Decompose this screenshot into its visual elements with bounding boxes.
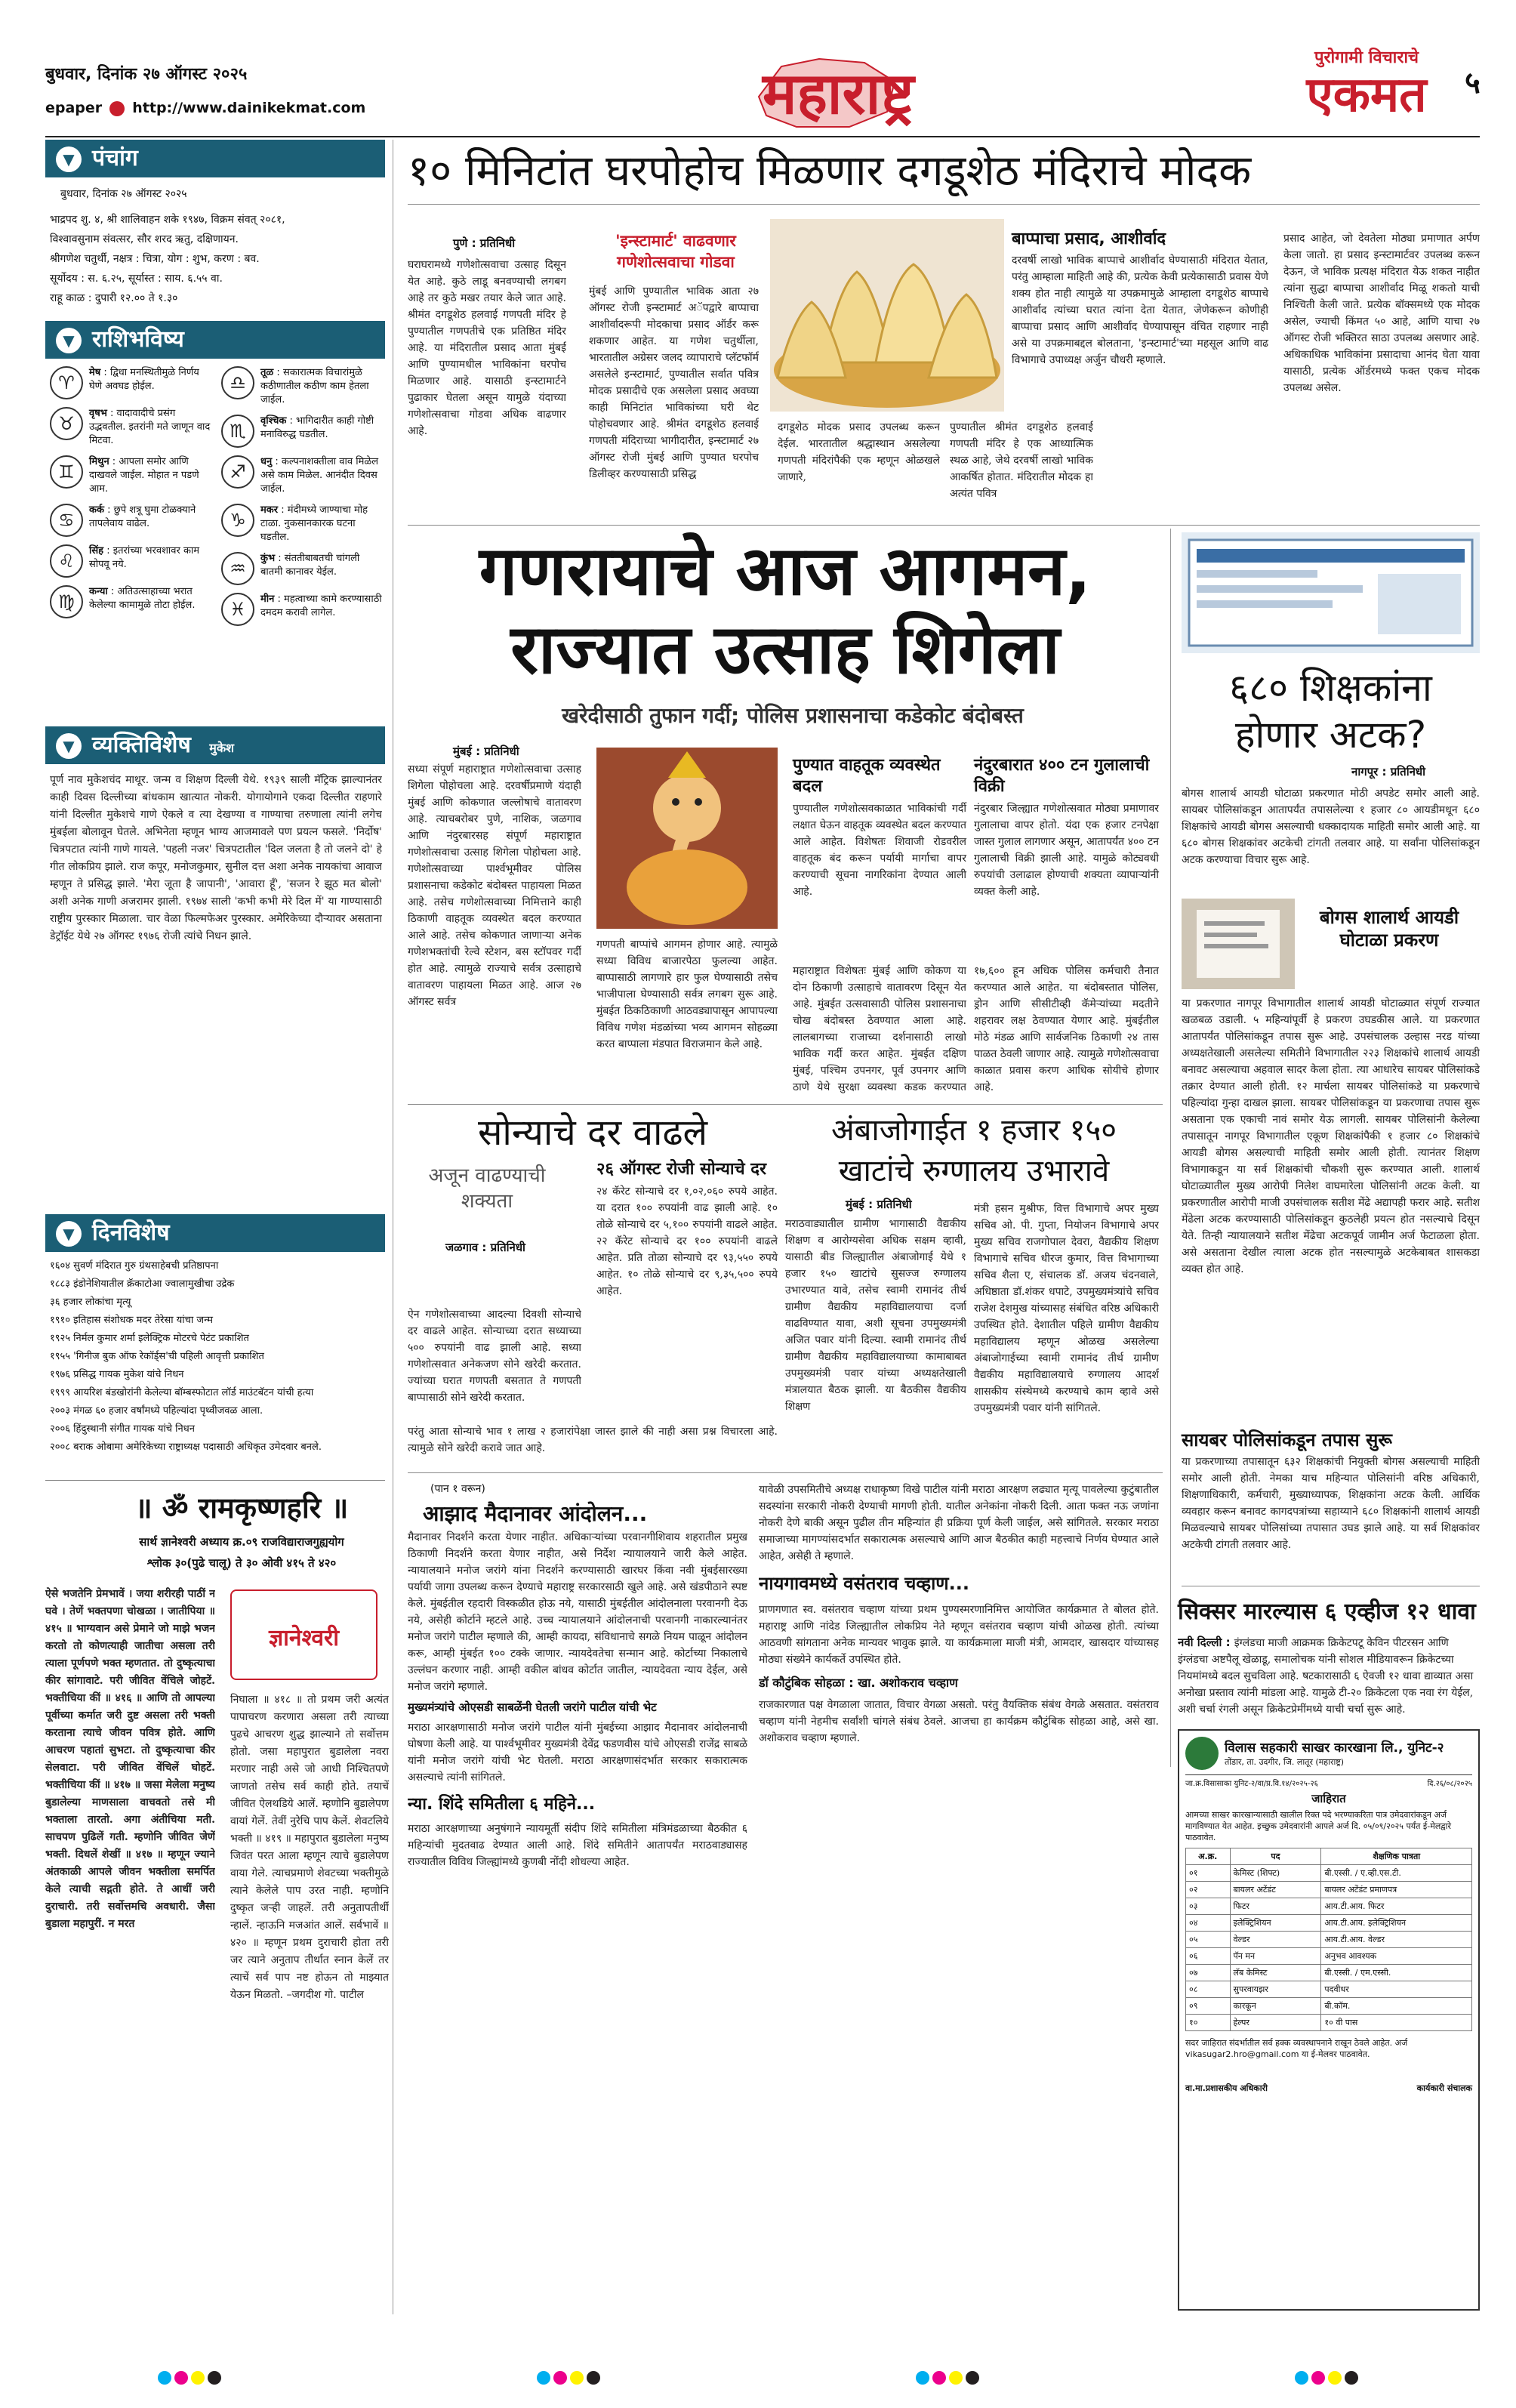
paper-tagline: पुरोगामी विचाराचे [1314, 48, 1419, 67]
rashi-item: ♐ धनु : कल्पनाशक्तीला वाव मिळेल असे काम मिळेल. आनंदीत दिवस जाईल. [221, 455, 382, 496]
table-row: ०५ वेल्डर आय.टी.आय. वेल्डर [1186, 1932, 1472, 1948]
divider [45, 1480, 385, 1481]
table-row: ०६ पॅन मन अनुभव आवश्यक [1186, 1948, 1472, 1965]
divider [408, 204, 1480, 205]
table-header: शैक्षणिक पात्रता [1321, 1848, 1472, 1865]
main-box1 [793, 755, 966, 900]
main-col4: १७,६०० हून अधिक पोलिस कर्मचारी तैनात करण्यात आले आहेत. या बंदोबस्तात पोलिस, ड्रोन आणि सीसीटीव्ही कॅमेऱ्यांच्या मदतीने शहरावर लक्ष ठेवण्यात येणार आहे. मुंबईतील मोठे मंडळ आणि सार्वजनिक ठिकाणी २४ तास पाळत ठेवली जाणार आहे. त्यामुळे गणेशोत्सवाचा काळात प्रवास करण आधिक सोयीचे होणार आहे. [974, 965, 1159, 1093]
ramkrishna-subtitle: सार्थ ज्ञानेश्वरी अध्याय क्र.०९ राजविद्याराजगुह्ययोग [139, 1535, 344, 1549]
rashi-item: ♎ तूळ : सकारात्मक विचारांमुळे कठीणातील कठीण काम हेतला जाईल. [221, 366, 382, 407]
panchang-line: विश्वावसुनाम संवत्सर, सौर शरद ऋतु, दक्षिणायन. [50, 233, 239, 245]
document-photo [1182, 899, 1295, 989]
azad-subhead2: न्या. शिंदे समितीला ६ महिने... [408, 1795, 596, 1814]
azad-headline: आझाद मैदानावर आंदोलन... [423, 1501, 648, 1526]
modak-photo [770, 219, 1004, 412]
color-bar-left [156, 2371, 223, 2394]
top-story-byline: पुणे : प्रतिनिधी [453, 236, 516, 250]
hospital-col1: मराठवाड्यातील ग्रामीण भागासाठी वैद्यकीय शिक्षण व आरोग्यसेवा अधिक सक्षम व्हावी, यासाठी बीड जिल्ह्यातील अंबाजोगाई येथे १ हजार १५० खाटांचे सुसज्ज रुग्णालय उभारण्यात यावे, तसेच स्वामी रामानंद तीर्थ ग्रामीण वैद्यकीय महाविद्यालयाचा दर्जा वाढविण्यात यावा, अशी सूचना उपमुख्यमंत्री अजित पवार यांनी दिल्या. स्वामी रामानंद तीर्थ ग्रामीण वैद्यकीय महाविद्यालयाच्या कामाबाबत उपमुख्यमंत्री पवार यांच्या अध्यक्षतेखाली मंत्रालयात बैठक झाली. या बैठकीस वैद्यकीय शिक्षण [785, 1218, 966, 1413]
color-bar-mid-left [535, 2371, 602, 2394]
dnyaneshwari-logo [230, 1589, 377, 1680]
list-item: १६०४ सुवर्ण मंदिरात गुरु ग्रंथसाहेबची प्रतिष्ठापना [50, 1260, 219, 1272]
kicker-title: 'इन्स्टामार्ट' वाढवणार गणेशोत्सवाचा गोडवा [615, 232, 736, 271]
globe-icon [109, 101, 125, 116]
teacher-inner-title: बोगस शालार्थ आयडी घोटाळा प्रकरण [1319, 907, 1459, 951]
table-row: ०९ कारकून बी.कॉम. [1186, 1998, 1472, 2015]
computer-screen-photo [1182, 532, 1480, 653]
ad-date: दि.२६/०८/२०२५ [1427, 1780, 1472, 1788]
top-story-col2: मुंबई आणि पुण्यातील भाविक आता २७ ऑगस्ट रोजी इन्स्टामार्ट अॅपद्वारे बाप्पाचा आशीर्वादरूपी मोदकाचा प्रसाद ऑर्डर करू शकणार आहेत. या गणेश चतुर्थीला, भारतातील अग्रेसर जलद व्यापाराचे प्लॅटफॉर्म असलेले इन्स्टामार्ट, पुण्यातील सर्वात पवित्र मोदक प्रसादीचे एक असलेला प्रसाद अवघ्या काही मिनिटांत भाविकांच्या घरी थेट पोहोचवणार आहे. श्रीमंत दगडूशेठ हलवाई गणपती मंदिराच्या भागीदारीत, इन्स्टामार्ट २७ ऑगस्ट रोजी मुंबई आणि पुण्यात घरपोच डिलीव्हर करण्यासाठी प्रसिद्ध [589, 285, 759, 480]
panchang-line: सूर्योदय : स. ६.२५, सूर्यास्त : साय. ६.५५ वा. [50, 273, 223, 285]
main-headline-line1: गणरायाचे आज आगमन, [479, 532, 1092, 611]
table-row: ०४ इलेक्ट्रिशियन आय.टी.आय. इलेक्ट्रिशियन [1186, 1915, 1472, 1932]
azad-col1: मैदानावर निदर्शने करता येणार नाहीत. अधिकाऱ्यांच्या परवानगीशिवाय शहरातील प्रमुख ठिकाणी निदर्शने करता येणार नाहीत, असे निर्देश न्यायालयाने जारी केले आहेत. न्यायालयाने मनोज जरांगे यांना निदर्शने करण्यासाठी खारघर किंवा नवी मुंबईसारख्या पर्यायी जागा उपलब्ध करून देण्याचे महाराष्ट्र सरकारसाठी खुले आहे. असे खंडपीठाने स्पष्ट केले. मुंबईतील रहदारी विस्कळीत होऊ नये, यासाठी मुंबईतील आंदोलनाला परवानगी देऊ नये, असेही कोर्टाने म्हटले आहे. उच्च न्यायालयाने आंदोलनाची परवानगी नाकारल्यानंतर मनोज जरांगे पाटील म्हणाले की, आम्ही कायदा, संविधानाचे सगळे नियम पाळून आंदोलन करू, आम्ही मुंबईत १०० टक्के जाणार. न्यायदेवतेचा सन्मान आहे. कोर्टाच्या निकालाचे उल्लंघन करणार नाही. आम्ही वकील बांधव कोर्टात जातील, न्यायदेवता न्याय देईल, असे मनोज जरांगे म्हणाले. [408, 1531, 747, 1693]
ad-ref: जा.क्र.विसासाका युनिट-२/वा/प्र.वि.१४/२०२५-२६ [1185, 1780, 1318, 1788]
panchang-header: ▼ पंचांग [45, 140, 385, 177]
azad-col1b: मराठा आरक्षणासाठी मनोज जरांगे पाटील यांनी मुंबईच्या आझाद मैदानावर आंदोलनाची घोषणा केली आहे. या पार्श्वभूमीवर मुख्यमंत्री देवेंद्र फडणवीस यांचे ओएसडी राजेंद्र साबळे यांनी मनोज जरांगे यांची भेट घेतली. मराठा आरक्षणासंदर्भात सरकार सकारात्मक असल्याचे त्यांनी सांगितले. [408, 1722, 747, 1784]
teacher-byline: नागपूर : प्रतिनिधी [1351, 765, 1426, 779]
chevron-down-icon: ▼ [56, 733, 82, 759]
divider [408, 1104, 1163, 1105]
epaper-url-line [45, 100, 365, 116]
paper-name: एकमत [1306, 67, 1427, 123]
azad-subhead4: डॉ कौटुंबिक सोहळा : खा. अशोकराव चव्हाण [759, 1676, 958, 1690]
ad-logo-icon [1185, 1737, 1219, 1770]
gemini-icon: ♊ [50, 455, 83, 489]
ad-head: जाहिरात [1311, 1792, 1346, 1805]
teacher-col2: या प्रकरणात नागपूर विभागातील शालार्थ आयडी घोटाळ्यात संपूर्ण राज्यात खळबळ उडाली. ५ महिन्यांपूर्वी हे प्रकरण उघडकीस आले. या प्रकरणात आतापर्यंत पोलिसांकडून तपास सुरू आहे. उपसंचालक उल्हास नरड यांच्या अध्यक्षतेखाली असलेल्या समितीने विभागातील २२३ शिक्षकांचे शालार्थ आयडी बनावट असल्याचा अहवाल सादर केला होता. त्या आधारेच सायबर पोलिसांकडे तक्रार देण्यात आली होती. १२ मार्चला सायबर पोलिसांकडे या प्रकरणाचे पहिल्यांदा गुन्हा दाखल झाला. सायबर पोलिसांकडून या प्रकरणाचा तपास सुरू असताना एक एकाची नावं समोर येऊ लागली. सायबर पोलिसांनी केलेल्या तपासातून नागपूर विभागातील एकूण शिक्षकांपैकी १ हजार ८० शिक्षकांचे आयडी बोगस असल्याची माहिती समोर आली होती. त्यानंतर शिक्षण विभागाकडून या सर्व शिक्षकांची चौकशी सुरू करण्यात आली. शालार्थ घोटाळ्यातील मुख्य आरोपी निलेश वाघमारेला पोलिसांनी अटक केली. या प्रकरणातील आरोपी माजी उपसंचालक सतीश मेंढे अद्यापही फरार आहे. सतीश मेंढेला अटक करण्यासाठी पोलिसांकडून कुठलेही प्रयत्न होत नसल्याचे दिसून येते. तिन्ही न्यायालयाने सतीश मेंढेचा अटकपूर्व जामीन अर्ज फेटाळला होता. असे असताना देखील त्याला अटक होत नसल्यामुळे अटकेबाबत शासकडा व्यक्त होत आहे. [1182, 997, 1480, 1275]
list-item: १८८३ इंडोनेशियातील क्रॅकाटोआ ज्वालामुखीचा उद्रेक [50, 1278, 235, 1290]
top-story-sub [1012, 227, 1268, 368]
list-item: २००६ हिंदुस्थानी संगीत गायक यांचे निधन [50, 1423, 195, 1435]
dnyaneshwari-logo-text: ज्ञानेश्वरी [268, 1625, 340, 1651]
azad-cont: (पान १ वरून) [430, 1483, 485, 1495]
table-row: ०३ फिटर आय.टी.आय. फिटर [1186, 1898, 1472, 1915]
aries-icon: ♈ [50, 366, 83, 399]
sixer-byline: नवी दिल्ली : [1178, 1636, 1231, 1649]
vyaktivishesh-name: मुकेश [209, 741, 235, 755]
gold-headline: सोन्याचे दर वाढले [477, 1112, 708, 1154]
ramkrishna-title: ॥ ॐ रामकृष्णहरि ॥ [134, 1491, 349, 1525]
main-byline: मुंबई : प्रतिनिधी [453, 745, 519, 758]
panchang-body [50, 181, 382, 308]
cancer-icon: ♋ [50, 504, 83, 537]
column-divider [1170, 529, 1171, 1767]
top-story-col1: घराघरामध्ये गणेशोत्सवाचा उत्साह दिसून येत आहे. कुठे लाडू बनवण्याची लगबग आहे तर कुठे मखर तयार केले जात आहे. श्रीमंत दगडूशेठ हलवाई गणपती मंदिर हे पुण्यातील गणपतीचे एक प्रतिष्ठित मंदिर आहे. या मंदिरातील प्रसाद आता मुंबई आणि पुण्यामधील भाविकांना घरपोच मिळणार आहे. यासाठी इन्स्टामार्टने पुढाकार घेतला असून यामुळे यंदाच्या गणेशोत्सवाचा गोडवा अधिक वाढणार आहे. [408, 259, 566, 437]
teacher-col3: या प्रकरणाच्या तपासातून ६३२ शिक्षकांची नियुक्ती बोगस असल्याची माहिती समोर आली होती. नेमका याच महिन्यात पोलिसांनी वरिष्ठ अधिकारी, शिक्षणाधिकारी, कर्मचारी, मुख्याध्यापक, शिक्षकांना अटक केली. आर्थिक व्यवहार करून बनावट कागदपत्रांच्या सहाय्याने ६८० शिक्षकांनी शालार्थ आयडी मिळवल्याचे सायबर पोलिसांच्या तपासात उघड झाले आहे. या सर्व शिक्षकांवर अटकेची टांगती तलवार आहे. [1182, 1456, 1480, 1551]
dinvishesh-header: ▼ दिनविशेष [45, 1214, 385, 1252]
box2-title: नंदुरबारात ४०० टन गुलालाची विक्री [974, 756, 1150, 796]
main-col1: सध्या संपूर्ण महाराष्ट्रात गणेशोत्सवाचा उत्साह शिगेला पोहोचला आहे. दरवर्षीप्रमाणे यंदाही मुंबई आणि कोकणात जल्लोषाचे वातावरण आहे. त्याचबरोबर पुणे, नाशिक, जळगाव आणि नंदुरबारसह संपूर्ण महाराष्ट्रात गणेशोत्सवाचा उत्साह शिगेला पोहोचला आहे. गणेशोत्सवाच्या पार्श्वभूमीवर पोलिस प्रशासनाचा कडेकोट बंदोबस्त पाहायला मिळत आहे. तसेच गणेशोत्सवाच्या निमित्ताने काही ठिकाणी वाहतूक व्यवस्थेत बदल करण्यात आले आहे. तसेच कोकणात जाणाऱ्या अनेक गणेशभक्तांची रेल्वे स्टेशन, बस स्टॉपवर गर्दी होत आहे. त्यामुळे राज्याचे सर्वत्र उत्साहाचे वातावरण पाहायला मिळत आहे. आज २७ ऑगस्ट सर्वत्र [408, 763, 581, 1008]
rashi-item: ♍ कन्या : अतिउत्साहाच्या भरात केलेल्या कामामुळे तोटा होईल. [50, 585, 211, 618]
main-headline [408, 532, 1163, 689]
ganesh-photo [596, 748, 778, 929]
main-subhead: खरेदीसाठी तुफान गर्दी; पोलिस प्रशासनाचा कडेकोट बंदोबस्त [562, 703, 1024, 728]
top-story-col3-text: दगडूशेठ मोदक प्रसाद उपलब्ध करून देईल. भारतातील श्रद्धास्थान असलेल्या गणपती मंदिरांपैकी एक म्हणून ओळखले जाणारे, [778, 421, 940, 483]
box1-text: पुण्यातील गणेशोत्सवकाळात भाविकांची गर्दी लक्षात घेऊन वाहतूक व्यवस्थेत बदल करण्यात आले आहेत. विशेषतः शिवाजी रोडवरील वाहतूक बंद करून पर्यायी मार्गाचा वापर करण्याची सूचना नागरिकांना देण्यात आली आहे. [793, 803, 966, 898]
paper-logo [1283, 45, 1450, 128]
rashi-item: ♒ कुंभ : संततीबाबतची चांगली बातमी कानावर येईल. [221, 552, 382, 585]
chevron-down-icon: ▼ [56, 328, 82, 353]
list-item: १९७६ प्रसिद्ध गायक मुकेश यांचे निधन [50, 1369, 184, 1380]
sixer-headline: सिक्सर मारल्यास ६ एव्हीज १२ धावा [1178, 1599, 1476, 1625]
table-row: १० हेल्पर १० वी पास [1186, 2015, 1472, 2031]
scorpio-icon: ♏ [221, 415, 254, 448]
main-headline-line2: राज्यात उत्साह शिगेला [510, 610, 1060, 689]
leo-icon: ♌ [50, 544, 83, 578]
teacher-col1: बोगस शालार्थ आयडी घोटाळा प्रकरणात मोठी अपडेट समोर आली आहे. सायबर पोलिसांकडून आतापर्यंत तपासलेल्या १ हजार ८० आयडीमधून ६८० शिक्षकांचे आयडी बोगस असल्याची धक्कादायक माहिती समोर आली आहे. या ६८० बोगस शिक्षकांवर अटकेची टांगती तलवार आहे. या सर्वांना पोलिसांकडून अटक करण्याचा विचार सुरू आहे. [1182, 788, 1480, 866]
panchang-line: श्रीगणेश चतुर्थी, नक्षत्र : चित्रा, योग : शुभ, करण : बव. [50, 253, 260, 265]
panchang-date: बुधवार, दिनांक २७ ऑगस्ट २०२५ [60, 188, 187, 200]
ad-title: विलास सहकारी साखर कारखाना लि., युनिट-२ [1225, 1740, 1444, 1756]
azad-col2b: प्राणगणात स्व. वसंतराव चव्हाण यांच्या प्रथम पुण्यस्मरणानिमित्त आयोजित कार्यक्रमात ते बोलत होते. महाराष्ट्र आणि नांदेड जिल्ह्यातील लोकप्रिय नेते म्हणून वसंतराव चव्हाण यांची ओळख होती. त्यांच्या आठवणी सांगताना अनेक मान्यवर भावुक झाले. या कार्यक्रमाला माजी मंत्री, आमदार, खासदार यांच्यासह मोठ्या संख्येने कार्यकर्ते उपस्थित होते. [759, 1604, 1159, 1666]
azad-col1-wrap [408, 1529, 747, 2314]
rashi-item: ♉ वृषभ : वादावादीचे प्रसंग उद्भवतील. इतरांनी मते जाणून वाद मिटवा. [50, 407, 211, 448]
list-item: १९१० इतिहास संशोधक मदर तेरेसा यांचा जन्म [50, 1315, 213, 1326]
hospital-headline [785, 1110, 1163, 1192]
hospital-byline: मुंबई : प्रतिनिधी [846, 1198, 912, 1211]
rashi-item: ♈ मेष : द्विधा मनस्थितीमुळे निर्णय घेणे अवघड होईल. [50, 366, 211, 399]
rashi-item: ♋ कर्क : छुपे शत्रू घुमा टोळक्याने तापलेवाय वाढेल. [50, 504, 211, 537]
list-item: ३६ हजार लोकांचा मृत्यू [50, 1296, 131, 1308]
rashi-header: ▼ राशिभविष्य [45, 321, 385, 359]
taurus-icon: ♉ [50, 407, 83, 440]
azad-subhead3: नायगावमध्ये वसंतराव चव्हाण... [759, 1573, 969, 1594]
page-number: ५ [1465, 66, 1481, 100]
list-item: २००३ मंगळ ६० हजार वर्षांमध्ये पहिल्यांदा पृथ्वीजवळ आला. [50, 1405, 263, 1417]
pisces-icon: ♓ [221, 593, 254, 626]
ad-intro: आमच्या साखर कारखान्यासाठी खालील रिक्त पदे भरण्याकरिता पात्र उमेदवारांकडून अर्ज मागविण्यात येत आहेत. इच्छुक उमेदवारांनी आपले अर्ज दि. ०५/०९/२०२५ पर्यंत ई-मेलद्वारे पाठवावेत. [1185, 1810, 1451, 1842]
rashi-item: ♊ मिथुन : आपला समोर आणि दाखवले जाईल. मोहात न पडणे आम. [50, 455, 211, 496]
capricorn-icon: ♑ [221, 504, 254, 537]
sixer-body [1178, 1635, 1480, 1722]
main-col3: महाराष्ट्रात विशेषतः मुंबई आणि कोकण या दोन ठिकाणी उत्साहाचे वातावरण दिसून येत आहे. मुंबईत उत्सवासाठी पोलिस प्रशासनाचा चोख बंदोबस्त ठेवण्यात आला आहे. लालबागच्या राजाच्या दर्शनासाठी लाखो भाविक गर्दी करत आहेत. मुंबईत दक्षिण मुंबई, पश्चिम उपनगर, पूर्व उपनगर आणि ठाणे येथे सुरक्षा व्यवस्था कडक करण्यात [793, 965, 966, 1093]
table-row: ०२ बायलर अटेंडंट बायलर अटेंडंट प्रमाणपत्र [1186, 1882, 1472, 1898]
job-advertisement [1178, 1729, 1480, 2311]
teacher-headline-line1: ६८० शिक्षकांना [1229, 666, 1432, 710]
gold-quote: अजून वाढण्याची शक्यता [428, 1164, 546, 1213]
top-story-col4-text: पुण्यातील श्रीमंत दगडूशेठ हलवाई गणपती मंदिर हे एक आध्यात्मिक स्थळ आहे, जेथे दरवर्षी लाखो भाविक आकर्षित होतात. मंदिरातील मोदक हा अत्यंत पवित्र [950, 421, 1093, 500]
vyaktivishesh-body: पूर्ण नाव मुकेशचंद माथूर. जन्म व शिक्षण दिल्ली येथे. १९३९ साली मॅट्रिक झाल्यानंतर काही दिवस दिल्लीच्या बांधकाम खात्यात नोकरी. योगायोगाने एकदा दिल्लीत राहणारे यांनी दिल्लीत मुकेशचे गाणे ऐकले व त्या देखण्या व गाण्याचा तरुणाला त्यांनी लगेच मुंबईला बोलावून घेतले. अभिनेता म्हणून भाग्य आजमावले पण प्रयत्न फसले. 'निर्दोष' चित्रपटात त्यांनी गाणे गायले. 'पहली नजर' चित्रपटातील 'दिल जलता है तो जलने दो' हे गीत लोकप्रिय झाले. राज कपूर, मनोजकुमार, सुनील दत्त अशा अनेक नायकांचा आवाज म्हणून ते प्रसिद्ध झाले. 'मेरा जूता है जापानी', 'आवारा हूँ', 'सजन रे झूठ मत बोलो' अशी अनेक गाणी अजरामर झाली. १९७४ साली 'कभी कभी मेरे दिल में' या गाण्यासाठी राष्ट्रीय पुरस्कार मिळाला. चार वेळा फिल्मफेअर पुरस्कार. अमेरिकेच्या दौऱ्यावर असताना डेट्रॉईट येथे २७ ऑगस्ट १९७६ रोजी त्यांचे निधन झाले. [50, 774, 382, 942]
panchang-line: भाद्रपद शु. ४, श्री शालिवाहन शके १९४७, विक्रम संवत् २०८१, [50, 214, 285, 226]
azad-col2: यावेळी उपसमितीचे अध्यक्ष राधाकृष्ण विखे पाटील यांनी मराठा आरक्षण लढ्यात मृत्यू पावलेल्या कुटुंबातील सदस्यांना सरकारी नोकरी देण्याची मागणी होती. यातील अनेकांना नोकरी दिली. आता फक्त नऊ जणांना नोकरी देणे बाकी असून पुढील तीन महिन्यांत ही प्रक्रिया पूर्ण केली जाईल, असे सांगितले. सरकार मराठा समाजाच्या मागण्यांसदर्भात सकारात्मक असल्याचे आणि आज बैठकीत काही महत्त्वाचे निर्णय घेण्यात आले आहेत, असेही ते म्हणाले. [759, 1484, 1159, 1562]
divider [408, 1472, 1163, 1473]
top-story-kicker [596, 230, 755, 273]
teacher-headline-line2: होणार अटक? [1234, 713, 1427, 757]
hospital-headline-line1: अंबाजोगाईत १ हजार १५० [830, 1113, 1117, 1148]
aquarius-icon: ♒ [221, 552, 254, 585]
color-bar-right [1293, 2371, 1360, 2394]
top-story-headline: १० मिनिटांत घरपोहोच मिळणार दगडूशेठ मंदिराचे मोदक [408, 146, 1252, 196]
ad-sign-right: कार्यकारी संचालक [1416, 2083, 1472, 2093]
libra-icon: ♎ [221, 366, 254, 399]
chevron-down-icon: ▼ [56, 1221, 82, 1247]
color-registration-marks [0, 2371, 1516, 2394]
teacher-headline [1182, 664, 1480, 758]
azad-col2c: राजकारणात पक्ष वेगळाला जातात, विचार वेगळा असतो. परंतु वैयक्तिक संबंध वेगळे असतात. वसंतराव चव्हाण यांनी नेहमीच सर्वांशी चांगले संबंध ठेवले. आजचा हा कार्यक्रम कौटुंबिक सोहळा आहे, असे खा. अशोकराव चव्हाण म्हणाले. [759, 1699, 1159, 1744]
rashi-left-column [50, 366, 211, 634]
date-line: बुधवार, दिनांक २७ ऑगस्ट २०२५ [45, 65, 248, 84]
masthead-rule [45, 136, 1480, 137]
vyaktivishesh-header: ▼ व्यक्तिविशेष मुकेश [45, 726, 385, 764]
gold-byline: जळगाव : प्रतिनिधी [445, 1241, 525, 1254]
rashi-item: ♏ वृश्चिक : भागिदारीत काही गोष्टी मनाविरुद्ध घडतील. [221, 415, 382, 448]
table-header-row [1186, 1848, 1472, 1865]
rashi-item: ♑ मकर : मंदीमध्ये जाण्याचा मोह टाळा. नुकसानकारक घटना घडतील. [221, 504, 382, 544]
gold-box [596, 1159, 778, 1300]
azad-col1c: मराठा आरक्षणाच्या अनुषंगाने न्यायमूर्ती संदीप शिंदे समितीला मंत्रिमंडळाच्या बैठकीत ६ महिन्यांची मुदतवाढ देण्यात आली आहे. शिंदे समितीने आतापर्यंत मराठवाड्यासह राज्यातील विविध जिल्ह्यांमध्ये कुणबी नोंदी शोधल्या आहेत. [408, 1823, 747, 1868]
sixer-text: इंग्लंडचा माजी आक्रमक क्रिकेटपटू केविन पीटरसन आणि इंग्लंडचा अष्टपैलू खेळाडू, समालोचक यांनी सोशल मीडियावरून क्रिकेटच्या नियमांमध्ये बदल सुचविला आहे. षटकारासाठी ६ ऐवजी १२ धावा द्याव्यात असा अनोखा प्रस्ताव त्यांनी मांडला आहे. यामुळे टी-२० क्रिकेटला एक नवा रंग येईल, अशी चर्चा रंगली असून क्रिकेटप्रेमींमध्ये याची चर्चा सुरू आहे. [1178, 1637, 1474, 1716]
table-header: अ.क्र. [1186, 1848, 1231, 1865]
virgo-icon: ♍ [50, 585, 83, 618]
table-row: ०१ केमिस्ट (शिफ्ट) बी.एस्सी. / ए.व्ही.एस.टी. [1186, 1865, 1472, 1882]
gold-box-title: २६ ऑगस्ट रोजी सोन्याचे दर [596, 1160, 766, 1179]
rashi-item: ♓ मीन : महत्वाच्या कामे करण्यासाठी दमदम करावी लागेल. [221, 593, 382, 626]
gold-box-text: २४ कॅरेट सोन्याचे दर १,०२,०६० रुपये आहेत. या दरात १०० रुपयांनी वाढ झाली आहे. १० तोळे सोन्याचे दर ५,१०० रुपयांनी वाढले आहेत. २२ कॅरेट सोन्याचे दर १०० रुपयांनी वाढले आहेत. प्रति तोळा सोन्याचे दर ९३,५५० रुपये आहेत. १० तोळे सोन्याचे दर ९,३५,५०० रुपये आहेत. [596, 1186, 778, 1297]
box1-title: पुण्यात वाहतूक व्यवस्थेत बदल [793, 756, 941, 796]
main-col2: गणपती बाप्पांचे आगमन होणार आहे. त्यामुळे सध्या विविध बाजारपेठा फुलल्या आहेत. बाप्पासाठी लागणारे हार फुल घेण्यासाठी तसेच भाजीपाला घेण्यासाठी सर्वत्र लगबग सुरू आहे. मुंबईत ठिकठिकाणी आठवड्यापासून आपापल्या विविध गणेश मंडळांच्या भव्य आगमन सोहळ्या करत बाप्पाला मंडपात विराजमान केले आहे. [596, 939, 778, 1050]
divider [408, 525, 1480, 526]
rashi-right-column [221, 366, 382, 634]
chevron-down-icon: ▼ [56, 146, 82, 172]
list-item: १९५५ 'गिनीज बुक ऑफ रेकॉर्ड्स'ची पहिली आवृत्ती प्रकाशित [50, 1351, 264, 1362]
ad-note: सदर जाहिरात संदर्भातील सर्व हक्क व्यवस्थापनाने राखून ठेवले आहेत. अर्ज vikasugar2.hro@gmail.com या ई-मेलवर पाठवावेत. [1185, 2038, 1408, 2059]
box2-text: नंदुरबार जिल्ह्यात गणेशोत्सवात मोठ्या प्रमाणावर गुलालाचा वापर होतो. यंदा एक हजार टनपेक्षा जास्त गुलाल लागणार असून, आतापर्यंत ४०० टन गुलालाची विक्री झाली आहे. यामुळे कोट्यवधी रुपयांची उलाढाल होण्याची शक्यता व्यापाऱ्यांनी व्यक्त केली आहे. [974, 803, 1159, 898]
list-item: १९२५ निर्मल कुमार शर्मा इलेक्ट्रिक मोटरचे पेटंट प्रकाशित [50, 1333, 249, 1344]
section-title: महाराष्ट्र [763, 60, 914, 127]
table-row: ०७ लॅब केमिस्ट बी.एस्सी. / एम.एस्सी. [1186, 1965, 1472, 1981]
gold-col2: परंतु आता सोन्याचे भाव १ लाख २ हजारांपेक्षा जास्त झाले की नाही असा प्रश्न विचारला आहे. त्यामुळे सोने खरेदी करावे जात आहे. [408, 1426, 778, 1454]
azad-col2-wrap [759, 1481, 1159, 2312]
ad-address: तोंडार, ता. उदगीर, जि. लातूर (महाराष्ट्र) [1225, 1756, 1345, 1767]
table-header: पद [1230, 1848, 1321, 1865]
list-item: १९९९ आयरिश बंडखोरांनी केलेल्या बॉम्बस्फोटात लॉर्ड माउंटबॅटन यांची हत्या [50, 1387, 314, 1398]
sub-title: बाप्पाचा प्रसाद, आशीर्वाद [1012, 230, 1166, 248]
sub-text: दरवर्षी लाखो भाविक बाप्पाचे आशीर्वाद घेण्यासाठी मंदिरात येतात, परंतु आम्हाला माहिती आहे की, प्रत्येक केवी प्रत्येकासाठी प्रवास येणे शक्य होत नाही त्यामुळे या उपक्रमामुळे आम्हाला दगडूशेठ बाप्पाचे आशीर्वाद त्यांच्या घरात त्यांना देता येतात, जेणेकरून कोणीही बाप्पाचा प्रसाद आणि आशीर्वाद घेण्यापासून वंचित राहणार नाही असे या उपक्रमाबद्दल बोलताना, 'इन्स्टामार्ट'च्या महसूल आणि वाढ विभागाचे उपाध्यक्ष अर्जुन चौधरी म्हणाले. [1012, 254, 1268, 366]
epaper-label: epaper [45, 100, 103, 116]
panchang-line: राहू काळ : दुपारी १२.०० ते १.३० [50, 292, 178, 304]
dinvishesh-list [50, 1257, 382, 1457]
azad-subhead1: मुख्यमंत्र्यांचे ओएसडी साबळेंनी घेतली जरांगे पाटील यांची भेट [408, 1700, 657, 1714]
list-item: २००८ बराक ओबामा अमेरिकेच्या राष्ट्राध्यक्ष पदासाठी अधिकृत उमेदवार बनले. [50, 1441, 322, 1453]
ramkrishna-col2: निघाला ॥ ४१८ ॥ तो प्रथम जरी अत्यंत पापाचरण करणारा असला तरी त्याच्या पुढचे आचरण शुद्ध झाल्याने तो सर्वोत्तम होतो. जसा महापुरात बुडालेला नवरा मरणार नाही असे जो आधी निश्चितपणे जाणतो तसेच सर्व काही होते. तयाचें जीवित ऐलथडिये आलें. म्हणोनि बुडालेपण वायां गेलें. तेवीं नुरेचि पाप केलें. शेवटलिये भक्ती ॥ ४१९ ॥ महापुरात बुडालेला मनुष्य जिवंत परत आला म्हणून त्याचे बुडालेपण वाया गेले. त्याचप्रमाणे शेवटच्या भक्तीमुळे त्याने केलेले पाप उरत नाही. म्हणोनि दुष्कृत जऱ्ही जाहलें. तरी अनुतापतीर्थी न्हालें. न्हाऊनि मजआंत आलें. सर्वभावें ॥ ४२० ॥ म्हणून प्रथम दुराचारी होता तरी जर त्याने अनुताप तीर्थात स्नान केलें तर त्याचें सर्व पाप नष्ट होऊन तो माझ्यात येऊन मिळतो. –जगदीश गो. पाटील [230, 1694, 389, 2001]
ad-sign-left: वा.मा.प्रशासकीय अधिकारी [1185, 2083, 1268, 2093]
table-row: ०८ सुपरवायझर पदवीधर [1186, 1981, 1472, 1998]
hospital-headline-line2: खाटांचे रुग्णालय उभारावे [838, 1154, 1110, 1189]
main-box2 [974, 755, 1159, 900]
top-story-right-col: प्रसाद आहेत, जो देवतेला मोठ्या प्रमाणात अर्पण केला जातो. हा प्रसाद इन्स्टामार्टवर उपलब्ध करून देऊन, जे भाविक प्रत्यक्ष मंदिरात येऊ शकत नाहीत त्यांना सुद्धा बाप्पाचा आशीर्वाद मिळू शकतो याची निश्चिती केली जाते. प्रत्येक बॉक्समध्ये एक मोदक असेल, ज्याची किंमत ५० आहे, आणि याचा २७ ऑगस्ट रोजी भक्तिरत साठा उपलब्ध असणार आहे. अधिकाधिक भाविकांना प्रसादाचा आनंद घेता यावा यासाठी, प्रत्येक ऑर्डरमध्ये फक्त एकच मोदक उपलब्ध असेल. [1283, 233, 1480, 394]
gold-col1: ऐन गणेशोत्सवाच्या आदल्या दिवशी सोन्याचे दर वाढले आहेत. सोन्याच्या दरात सध्याच्या ५०० रुपयांनी वाढ झाली आहे. सध्या गणेशोत्सवात अनेकजण सोने खरेदी करतात. ज्यांच्या घरात गणपती बसतात ते गणपती बाप्पासाठी सोने खरेदी करतात. [408, 1309, 581, 1404]
sagittarius-icon: ♐ [221, 455, 254, 489]
teacher-inner2-title: सायबर पोलिसांकडून तपास सुरू [1182, 1429, 1392, 1451]
ad-table [1185, 1848, 1472, 2031]
masthead [45, 45, 1480, 136]
rashi-body [50, 366, 382, 634]
rashi-item: ♌ सिंह : इतरांच्या भरवशावर काम सोपवू नये. [50, 544, 211, 578]
color-bar-mid-right [914, 2371, 981, 2394]
website-link[interactable]: http://www.dainikekmat.com [132, 100, 366, 116]
hospital-col2: मंत्री हसन मुश्रीफ, वित्त विभागाचे अपर मुख्य सचिव ओ. पी. गुप्ता, नियोजन विभागाचे अपर मुख्य सचिव राजगोपाल देवरा, वैद्यकीय शिक्षण विभागाचे सचिव धीरज कुमार, वित्त विभागाच्या सचिव शैला ए, संचालक डॉ. अजय चंदनवाले, अधिष्ठाता डॉ.शंकर धपाटे, उपमुख्यमंत्र्यांचे सचिव राजेश देशमुख यांच्यासह संबंधित वरिष्ठ अधिकारी उपस्थित होते. देशातील पहिले ग्रामीण वैद्यकीय महाविद्यालय म्हणून ओळख असलेल्या अंबाजोगाईच्या स्वामी रामानंद तीर्थ ग्रामीण वैद्यकीय महाविद्यालयाचे रुग्णालय आदर्श शासकीय संस्थेमध्ये करण्याचे काम व्हावे असे उपमुख्यमंत्री पवार यांनी सांगितले. [974, 1203, 1159, 1414]
ramkrishna-col1: ऐसे भजतेनि प्रेमभावें । जया शरीरही पाठीं न घवे । तेणें भक्तपणा चोखळा । जातीपिया ॥ ४१५ ॥ भाग्यवान असे प्रेमाने जो माझे भजन करतो तो कोणत्याही जातीचा असला तरी त्याला पूर्णपणे भक्त म्हणतात. तो दुष्कृत्याचा कीर सांगावाटे. परी जीवित वेंचिले जोहटें. भक्तीचिया कीं ॥ ४१६ ॥ आणि तो आपल्या पूर्वीच्या कर्मात जरी दुष्ट असला तरी भक्ती करताना त्याचे जीवन पवित्र होते. आणि आचरण पहातां सुभटा. तो दुष्कृत्याचा कीर सेलवाटा. परी जीवित वेंचिलें घोहटें. भक्तीचिया कीं ॥ ४१७ ॥ जसा मेलेला मनुष्य बुडालेल्या माणसाला वाचवतो तसे मी भक्ताला तारतो. अगा अंतीचिया मती. साचपण पुढिलें गती. म्हणोनि जीवित जेणें भक्ती. दिधलें शेखीं ॥ ४१७ ॥ म्हणून ज्याने अंतकाळी आपले जीवन भक्तीला समर्पित केले त्याची सद्गती होते. ते आधीं जरी दुराचारी. तरी सर्वोत्तमचि अवधारी. जैसा बुडाला महापुरीं. न मरत [45, 1588, 215, 1930]
ramkrishna-shloka: श्लोक ३०(पुढे चालू) ते ३० ओवी ४१५ ते ४२० [146, 1556, 337, 1570]
